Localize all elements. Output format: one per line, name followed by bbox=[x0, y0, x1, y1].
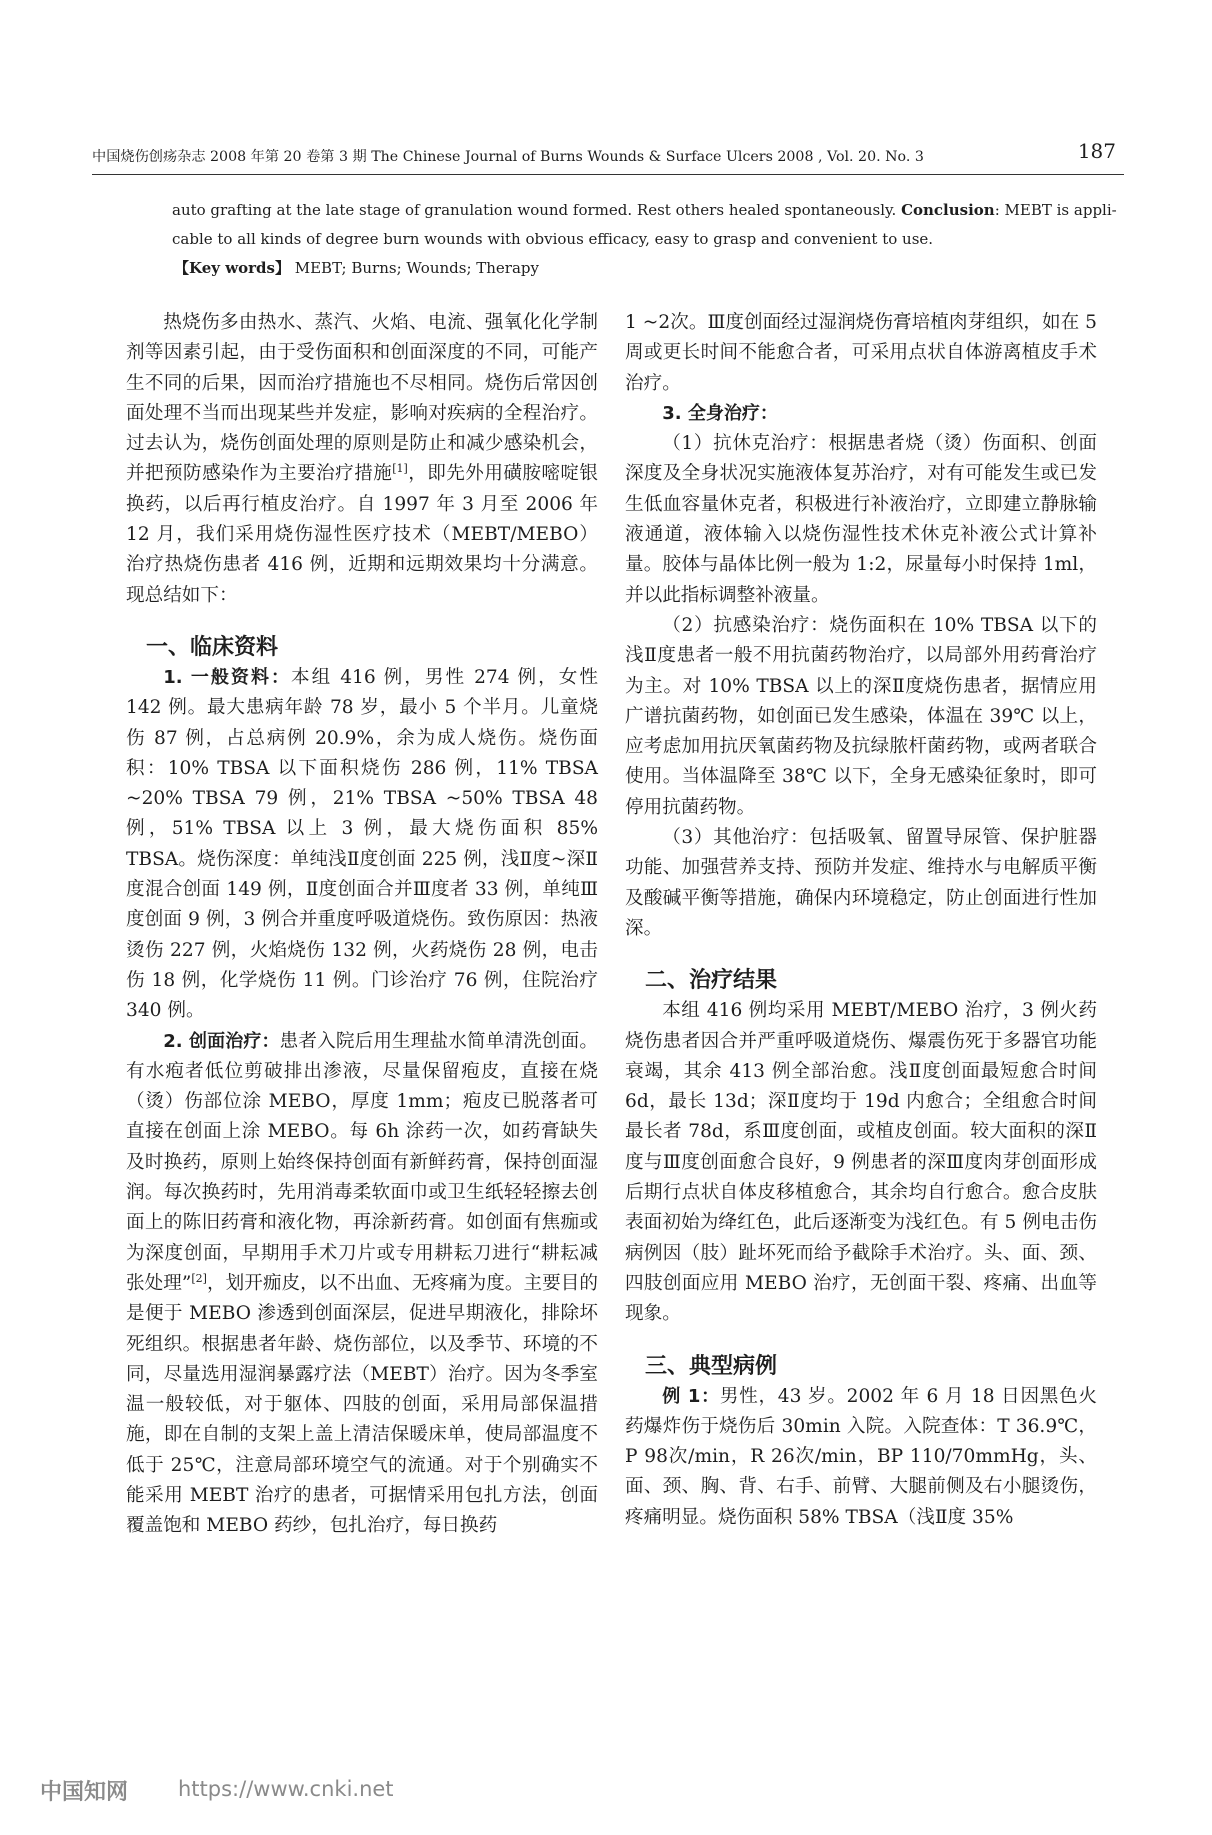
section-heading-cases: 三、典型病例 bbox=[645, 1353, 778, 1379]
conclusion-label: Conclusion bbox=[901, 201, 995, 219]
subsection-lead: 2. 创面治疗： bbox=[163, 1030, 280, 1052]
abstract-line-1: auto grafting at the late stage of granulation wound formed. Rest others healed spontaneously. Conclusion: MEBT is appli- bbox=[172, 201, 1117, 219]
left-column bbox=[126, 308, 598, 1542]
key-words-label: 【Key words】 bbox=[174, 259, 290, 277]
wound-treatment-paragraph: 2. 创面治疗：患者入院后用生理盐水简单清洗创面。有水疱者低位剪破排出渗液，尽量保留疱皮，直接在烧（烫）伤部位涂 MEBO，厚度 1mm；疱皮已脱落者可直接在创面上涂 MEBO。每 6h 涂药一次，如药膏缺失及时换药，原则上始终保持创面有新鲜药膏，保持创面湿润。每次换药时，先用消毒柔软面巾或卫生纸轻轻擦去创面上的陈旧药膏和液化物，再涂新药膏。如创面有焦痂或为深度创面，早期用手术刀片或专用耕耘刀进行“耕耘减张处理”[2]，划开痂皮，以不出血、无疼痛为度。主要目的是便于 MEBO 渗透到创面深层，促进早期液化，排除坏死组织。根据患者年龄、烧伤部位，以及季节、环境的不同，尽量选用湿润暴露疗法（MEBT）治疗。因为冬季室温一般较低，对于躯体、四肢的创面，采用局部保温措施，即在自制的支架上盖上清洁保暖床单，使局部温度不低于 25℃，注意局部环境空气的流通。对于个别确实不能采用 MEBT 治疗的患者，可据情采用包扎方法，创面覆盖饱和 MEBO 药纱，包扎治疗，每日换药 bbox=[126, 1030, 598, 1537]
case-lead: 例 1： bbox=[662, 1385, 720, 1407]
general-data-paragraph: 1. 一般资料：本组 416 例，男性 274 例，女性 142 例。最大患病年龄 78 岁，最小 5 个半月。儿童烧伤 87 例，占总病例 20.9%，余为成人烧伤。烧伤面积：10% TBSA 以下面积烧伤 286 例，11% TBSA ~20% TBSA 79 例，21% TBSA ~50% TBSA 48 例，51% TBSA 以上 3 例，最大烧伤面积 85% TBSA。烧伤深度：单纯浅Ⅱ度创面 225 例，浅Ⅱ度~深Ⅱ度混合创面 149 例，Ⅱ度创面合并Ⅲ度者 33 例，单纯Ⅲ度创面 9 例，3 例合并重度呼吸道烧伤。致伤原因：热液烫伤 227 例，火焰烧伤 132 例，火药烧伤 28 例，电击伤 18 例，化学烧伤 11 例。门诊治疗 76 例，住院治疗 340 例。 bbox=[126, 666, 598, 1022]
continued-paragraph: 1 ~2次。Ⅲ度创面经过湿润烧伤膏培植肉芽组织，如在 5 周或更长时间不能愈合者，可采用点状自体游离植皮手术治疗。 bbox=[625, 312, 1097, 394]
cnki-url: https://www.cnki.net bbox=[178, 1777, 394, 1801]
intro-paragraph: 热烧伤多由热水、蒸汽、火焰、电流、强氧化化学制剂等因素引起，由于受伤面积和创面深度的不同，可能产生不同的后果，因而治疗措施也不尽相同。烧伤后常因创面处理不当而出现某些并发症，影响对疾病的全程治疗。过去认为，烧伤创面处理的原则是防止和减少感染机会，并把预防感染作为主要治疗措施[1]，即先外用磺胺嘧啶银换药，以后再行植皮治疗。自 1997 年 3 月至 2006 年 12 月，我们采用烧伤湿性医疗技术（MEBT/MEBO）治疗热烧伤患者 416 例，近期和远期效果均十分满意。现总结如下： bbox=[126, 312, 598, 606]
key-words-text: MEBT; Burns; Wounds; Therapy bbox=[294, 259, 539, 277]
running-header bbox=[92, 140, 1124, 175]
other-treatment-paragraph: （3）其他治疗：包括吸氧、留置导尿管、保护脏器功能、加强营养支持、预防并发症、维持水与电解质平衡及酸碱平衡等措施，确保内环境稳定，防止创面进行性加深。 bbox=[625, 827, 1097, 939]
citation-ref: [1] bbox=[392, 462, 408, 476]
anti-infection-paragraph: （2）抗感染治疗：烧伤面积在 10% TBSA 以下的浅Ⅱ度患者一般不用抗菌药物治疗，以局部外用药膏治疗为主。对 10% TBSA 以上的深Ⅱ度烧伤患者，据情应用广谱抗菌药物，如创面已发生感染，体温在 39℃ 以上，应考虑加用抗厌氧菌药物及抗绿脓杆菌药物，或两者联合使用。当体温降至 38℃ 以下，全身无感染征象时，即可停用抗菌药物。 bbox=[625, 614, 1097, 818]
abstract-tail bbox=[172, 196, 1117, 283]
section-heading-clinical-data: 一、临床资料 bbox=[146, 634, 279, 660]
key-words bbox=[172, 254, 1112, 283]
right-column bbox=[625, 308, 1097, 1533]
anti-shock-paragraph: （1）抗休克治疗：根据患者烧（烫）伤面积、创面深度及全身状况实施液体复苏治疗，对有可能发生或已发生低血容量休克者，积极进行补液治疗，立即建立静脉输液通道，液体输入以烧伤湿性技术休克补液公式计算补量。胶体与晶体比例一般为 1:2，尿量每小时保持 1ml，并以此指标调整补液量。 bbox=[625, 433, 1097, 606]
cnki-logo: 中国知网 bbox=[40, 1780, 129, 1805]
page-number: 187 bbox=[1077, 139, 1116, 163]
journal-citation: 中国烧伤创疡杂志 2008 年第 20 卷第 3 期 The Chinese Journal of Burns Wounds & Surface Ulcers 2008 , Vol. 20. No. 3 bbox=[92, 149, 924, 165]
subsection-lead: 1. 一般资料： bbox=[163, 666, 292, 688]
results-paragraph: 本组 416 例均采用 MEBT/MEBO 治疗，3 例火药烧伤患者因合并严重呼吸道烧伤、爆震伤死于多器官功能衰竭，其余 413 例全部治愈。浅Ⅱ度创面最短愈合时间 6d，最长 13d；深Ⅱ度均于 19d 内愈合；全组愈合时间最长者 78d，系Ⅲ度创面，或植皮创面。较大面积的深Ⅱ度与Ⅲ度创面愈合良好，9 例患者的深Ⅲ度肉芽创面形成后期行点状自体皮移植愈合，其余均自行愈合。愈合皮肤表面初始为绛红色，此后逐渐变为浅红色。有 5 例电击伤病例因（肢）趾坏死而给予截除手术治疗。头、面、颈、四肢创面应用 MEBO 治疗，无创面干裂、疼痛、出血等现象。 bbox=[625, 1000, 1097, 1325]
section-heading-results: 二、治疗结果 bbox=[645, 968, 778, 994]
case-1-paragraph: 例 1：男性，43 岁。2002 年 6 月 18 日因黑色火药爆炸伤于烧伤后 30min 入院。入院查体：T 36.9℃，P 98次/min，R 26次/min，BP 110/70mmHg，头、面、颈、胸、背、右手、前臂、大腿前侧及右小腿烫伤，疼痛明显。烧伤面积 58% TBSA（浅Ⅱ度 35% bbox=[625, 1385, 1097, 1528]
abstract-line-2: cable to all kinds of degree burn wounds with obvious efficacy, easy to grasp and convenient to use. bbox=[172, 230, 934, 248]
citation-ref: [2] bbox=[191, 1271, 207, 1285]
systemic-treatment-heading: 3. 全身治疗： bbox=[662, 402, 778, 424]
